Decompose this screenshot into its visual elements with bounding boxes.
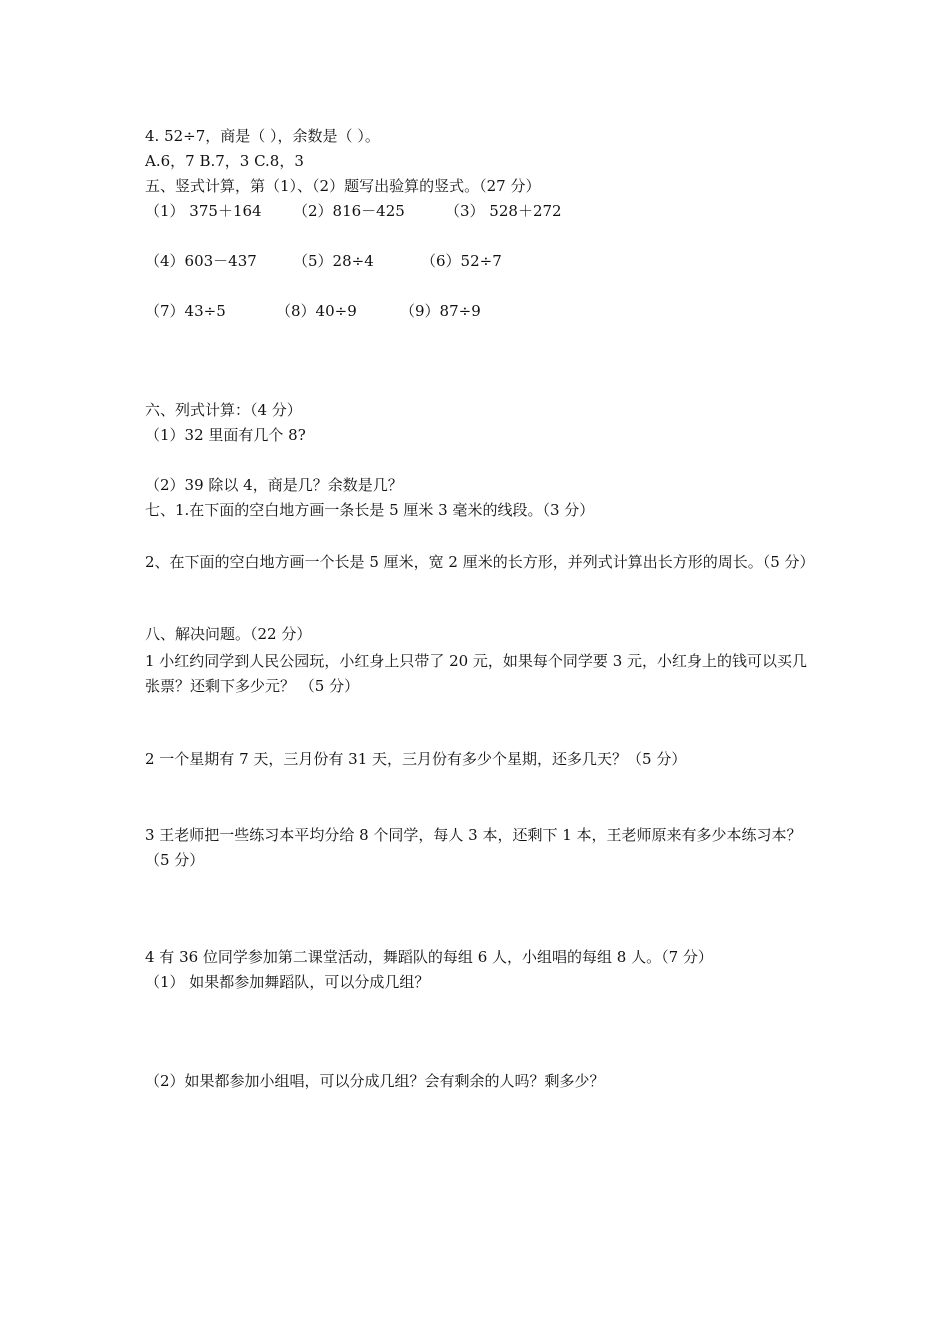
section8-q3: 3 王老师把一些练习本平均分给 8 个同学，每人 3 本，还剩下 1 本，王老师原来有多少本练习本？（5 分） xyxy=(145,826,802,869)
section5-row3 xyxy=(145,301,481,321)
section5-row1 xyxy=(145,201,562,221)
section5-row2 xyxy=(145,251,502,271)
section8-q4: 4 有 36 位同学参加第二课堂活动，舞蹈队的每组 6 人，小组唱的每组 8 人。（7 分） xyxy=(145,948,713,966)
calc-5: （5）28÷4 xyxy=(293,252,374,270)
q4-options: A.6，7 B.7，3 C.8，3 xyxy=(145,152,304,170)
section5-title: 五、竖式计算，第（1）、（2）题写出验算的竖式。（27 分） xyxy=(145,177,541,195)
calc-4: （4）603－437 xyxy=(145,252,257,270)
calc-3: （3） 528＋272 xyxy=(445,202,562,220)
calc-9: （9）87÷9 xyxy=(400,302,481,320)
section6-q2: （2）39 除以 4，商是几？余数是几？ xyxy=(145,476,403,494)
section7-q2: 2、在下面的空白地方画一个长是 5 厘米，宽 2 厘米的长方形，并列式计算出长方形的周长。（5 分） xyxy=(145,553,815,571)
calc-8: （8）40÷9 xyxy=(276,302,357,320)
section8-q4-part1: （1） 如果都参加舞蹈队，可以分成几组？ xyxy=(145,973,430,991)
section6-title: 六、列式计算：（4 分） xyxy=(145,401,302,419)
calc-1: （1） 375＋164 xyxy=(145,202,262,220)
calc-7: （7）43÷5 xyxy=(145,302,226,320)
calc-6: （6）52÷7 xyxy=(421,252,502,270)
section8-q1: 1 小红约同学到人民公园玩，小红身上只带了 20 元，如果每个同学要 3 元，小红身上的钱可以买几张票？还剩下多少元？ （5 分） xyxy=(145,652,808,695)
section8-q4-part2: （2）如果都参加小组唱，可以分成几组？会有剩余的人吗？剩多少？ xyxy=(145,1072,605,1090)
section7-q1: 七、1.在下面的空白地方画一条长是 5 厘米 3 毫米的线段。（3 分） xyxy=(145,501,595,519)
q4-stem: 4. 52÷7，商是（ ），余数是（ ）。 xyxy=(145,127,380,145)
section8-q2: 2 一个星期有 7 天，三月份有 31 天，三月份有多少个星期，还多几天？（5 分） xyxy=(145,750,687,768)
calc-2: （2）816－425 xyxy=(293,202,405,220)
section6-q1: （1）32 里面有几个 8? xyxy=(145,426,306,444)
section8-title: 八、解决问题。（22 分） xyxy=(145,625,312,643)
